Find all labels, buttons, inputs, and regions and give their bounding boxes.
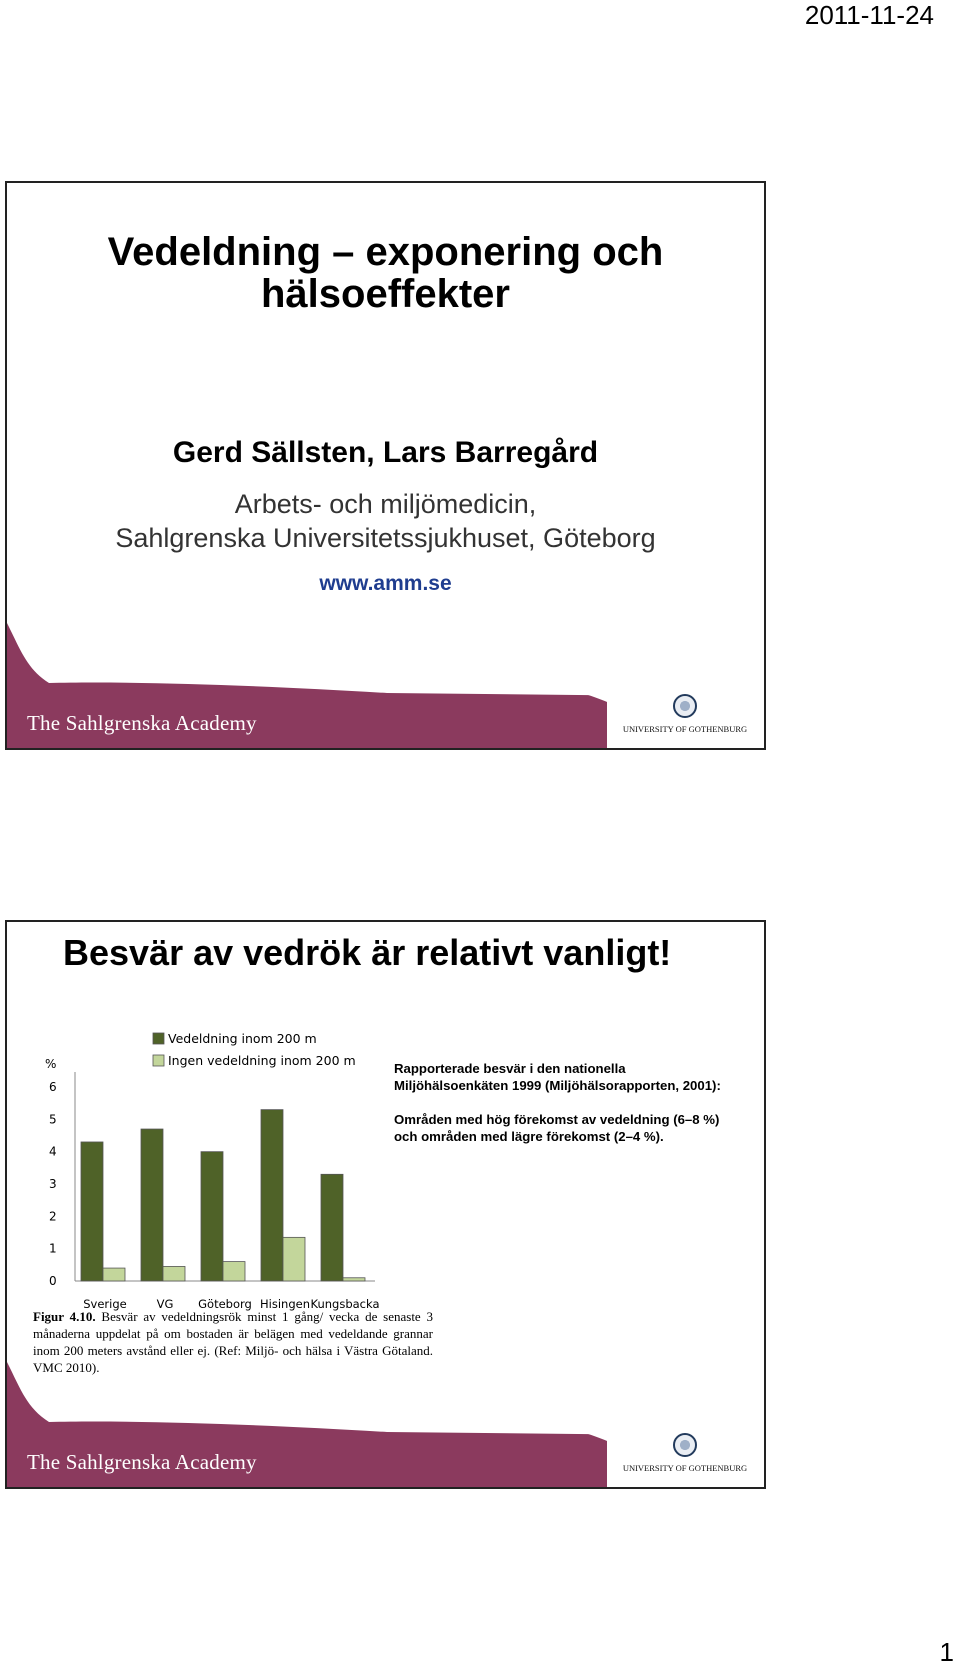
- x-tick-label: Sverige: [83, 1297, 127, 1311]
- y-tick-label: 5: [49, 1112, 57, 1127]
- university-name: UNIVERSITY OF GOTHENBURG: [622, 1463, 748, 1473]
- bar: [201, 1152, 223, 1281]
- university-logo: [620, 694, 750, 734]
- authors: Gerd Sällsten, Lars Barregård: [172, 436, 599, 469]
- x-tick-label: Kungsbacka: [310, 1297, 380, 1311]
- y-tick-label: 6: [49, 1080, 57, 1094]
- academy-logo: The Sahlgrenska Academy: [27, 1450, 257, 1474]
- website-link[interactable]: www.amm.se: [319, 572, 452, 595]
- bar: [81, 1142, 103, 1281]
- y-tick-label: 4: [49, 1144, 57, 1159]
- university-logo: [620, 1433, 750, 1473]
- legend-swatch: [153, 1055, 164, 1066]
- affiliation-line-1: Arbets- och miljömedicin,: [234, 489, 537, 519]
- slide-title: Besvär av vedrök är relativt vanligt!: [63, 932, 672, 973]
- x-tick-label: Göteborg: [198, 1297, 252, 1311]
- title-slide: [5, 181, 766, 750]
- figure-label: Figur 4.10.: [33, 1309, 96, 1324]
- page-date: 2011-11-24: [804, 0, 934, 30]
- y-tick-label: 3: [49, 1177, 57, 1191]
- affiliation: [7, 487, 764, 555]
- legend-label: Ingen vedeldning inom 200 m: [168, 1053, 356, 1068]
- bar: [141, 1129, 163, 1281]
- bar: [163, 1266, 185, 1281]
- x-tick-label: Hisingen: [260, 1297, 310, 1311]
- survey-note-line-2: Miljöhälsoenkäten 1999 (Miljöhälsorapporten, 2001):: [394, 1078, 721, 1093]
- university-name: UNIVERSITY OF GOTHENBURG: [622, 724, 748, 734]
- legend-swatch: [153, 1033, 164, 1044]
- bar-chart: [35, 1030, 385, 1311]
- slide-title-line-2: hälsoeffekter: [261, 272, 510, 316]
- slide-footer: [7, 1362, 764, 1487]
- y-tick-label: 1: [49, 1241, 57, 1256]
- areas-note-line-1: Områden med hög förekomst av vedeldning (6–8 %): [394, 1112, 720, 1127]
- areas-note-line-2: och områden med lägre förekomst (2–4 %).: [394, 1129, 664, 1144]
- page-number: 1: [939, 1637, 954, 1667]
- university-seal-icon: [673, 694, 697, 718]
- x-tick-label: VG: [156, 1297, 174, 1311]
- legend-label: Vedeldning inom 200 m: [168, 1031, 317, 1046]
- figure-caption-text: Besvär av vedeldningsrök minst 1 gång/ vecka de senaste 3 månaderna uppdelat på om bostaden är belägen med vedeldande grannar inom 200 meters avstånd eller ej. (Ref: Miljö- och hälsa i Västra Götaland. VMC 2010).: [33, 1309, 433, 1375]
- bar: [321, 1174, 343, 1281]
- survey-note: [394, 1060, 759, 1094]
- bar: [283, 1237, 305, 1281]
- survey-note-line-1: Rapporterade besvär i den nationella: [394, 1061, 626, 1076]
- slide-footer: [7, 623, 764, 748]
- bar: [103, 1268, 125, 1281]
- bar: [343, 1278, 365, 1281]
- areas-note: [394, 1111, 759, 1145]
- y-tick-label: 0: [49, 1274, 57, 1288]
- affiliation-line-2: Sahlgrenska Universitetssjukhuset, Göteborg: [115, 523, 656, 553]
- university-seal-icon: [673, 1433, 697, 1457]
- y-axis-label: %: [45, 1057, 57, 1071]
- bar: [261, 1110, 283, 1281]
- academy-logo: The Sahlgrenska Academy: [27, 711, 257, 735]
- slide-title-line-1: Vedeldning – exponering och: [107, 230, 664, 274]
- bar: [223, 1262, 245, 1281]
- chart-slide: [5, 920, 766, 1489]
- y-tick-label: 2: [49, 1209, 57, 1224]
- slide-title: [7, 231, 764, 315]
